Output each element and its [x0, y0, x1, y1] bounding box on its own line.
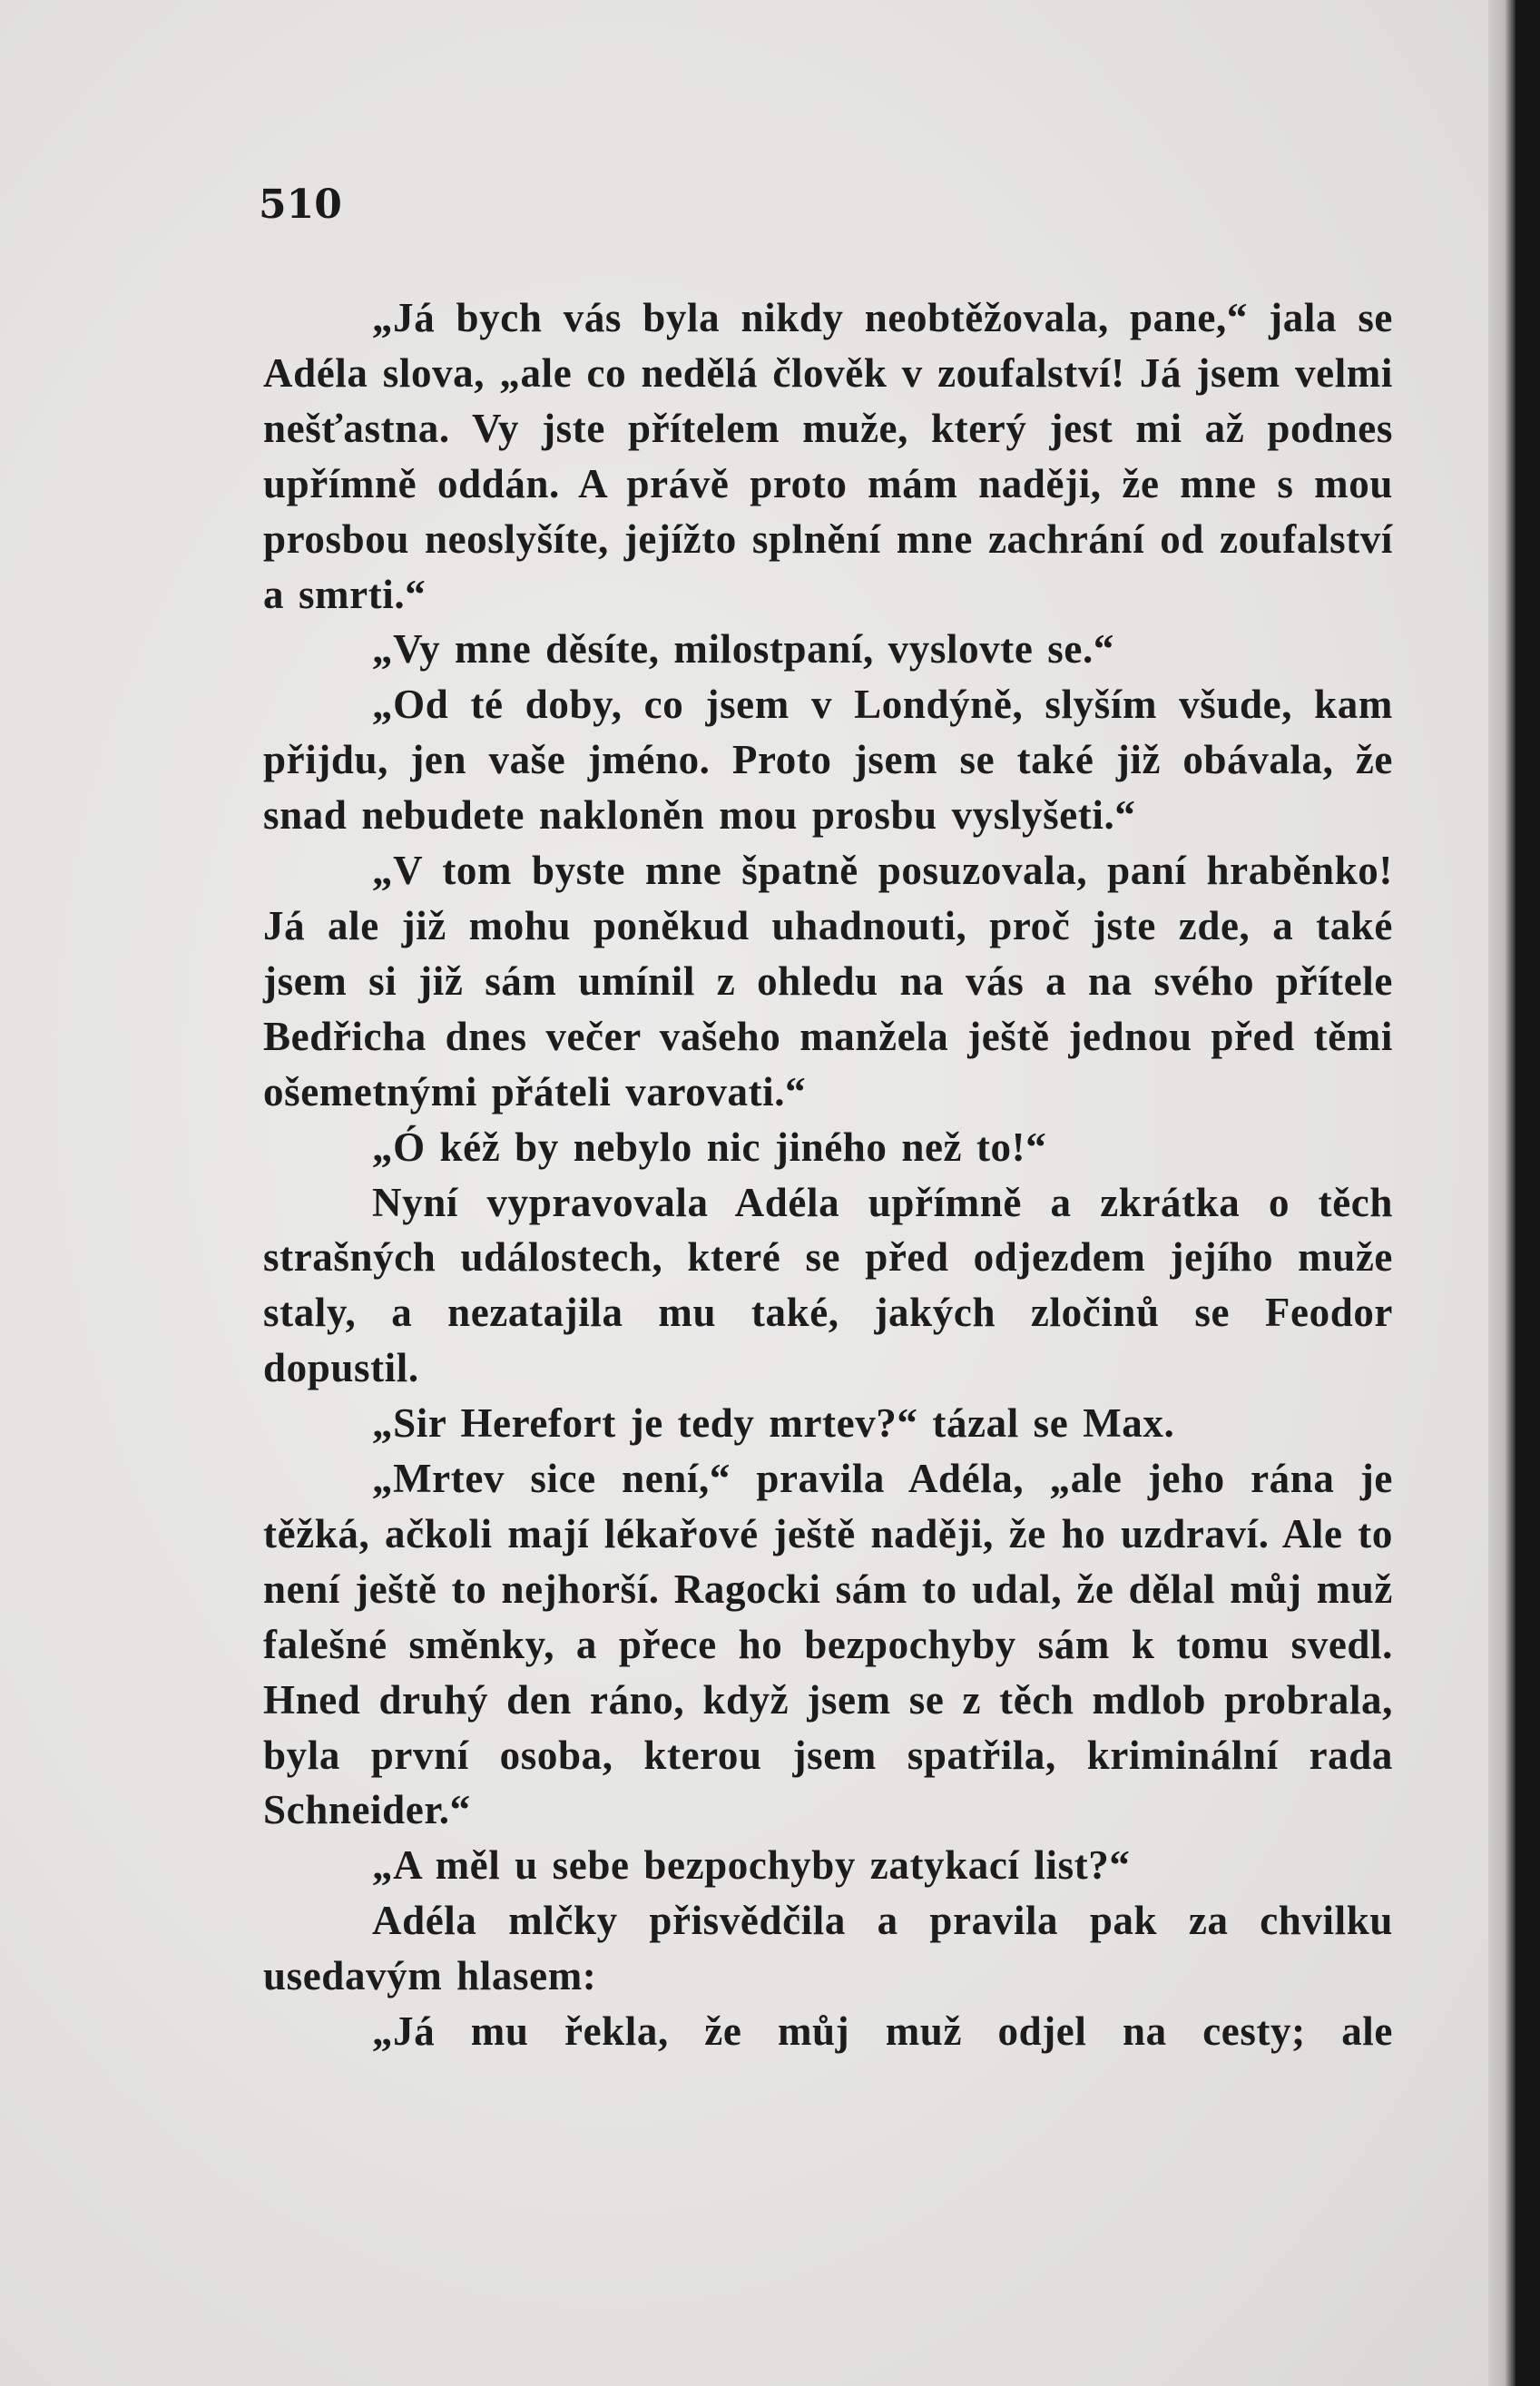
paragraph: „Sir Herefort je tedy mrtev?“ tázal se Max. — [372, 1400, 1175, 1447]
page-edge — [1488, 0, 1515, 2386]
paragraph: „A měl u sebe bezpochyby zatykací list?“ — [372, 1842, 1131, 1889]
paragraph: „V tom byste mne špatně posuzovala, paní hraběnko! Já ale již mohu poněkud uhadnouti, proč jste zde, a také jsem si již sám umínil z ohledu na vás a na svého přítele Bedřicha dnes večer vašeho manžela ještě jednou před těmi ošemetnými přáteli varovati.“ — [263, 848, 1393, 1114]
paragraph: Nyní vypravovala Adéla upřímně a zkrátka o těch strašných událostech, které se před odjezdem jejího muže staly, a nezatajila mu také, jakých zločinů se Feodor dopustil. — [263, 1179, 1393, 1391]
page-number: 510 — [259, 182, 342, 228]
paragraph: „Já bych vás byla nikdy neobtěžovala, pane,“ jala se Adéla slova, „ale co nedělá člověk v zoufalství! Já jsem velmi nešťastna. Vy jste přítelem muže, který jest mi až podnes upřímně oddán. A právě proto mám naději, že mne s mou prosbou neoslyšíte, jejížto splnění mne zachrání od zoufalství a smrti.“ — [263, 295, 1393, 617]
paragraph: „Mrtev sice není,“ pravila Adéla, „ale jeho rána je těžká, ačkoli mají lékařové ještě naději, že ho uzdraví. Ale to není ještě to nejhorší. Ragocki sám to udal, že dělal můj muž falešné směnky, a přece ho bezpochyby sám k tomu svedl. Hned druhý den ráno, když jsem se z těch mdlob probrala, byla první osoba, kterou jsem spatřila, kriminální rada Schneider.“ — [263, 1456, 1393, 1833]
paragraph: Adéla mlčky přisvědčila a pravila pak za chvilku usedavým hlasem: — [263, 1898, 1393, 1999]
paragraph: „Ó kéž by nebylo nic jiného než to!“ — [372, 1124, 1047, 1170]
paragraph: „Od té doby, co jsem v Londýně, slyším všude, kam přijdu, jen vaše jméno. Proto jsem se také již obávala, že snad nebudete nakloněn mou prosbu vyslyšeti.“ — [263, 682, 1393, 839]
paragraph: „Vy mne děsíte, milostpaní, vyslovte se.“ — [372, 626, 1114, 673]
paragraph: „Já mu řekla, že můj muž odjel na cesty; ale — [372, 2008, 1393, 2055]
body-text — [263, 290, 1393, 2059]
